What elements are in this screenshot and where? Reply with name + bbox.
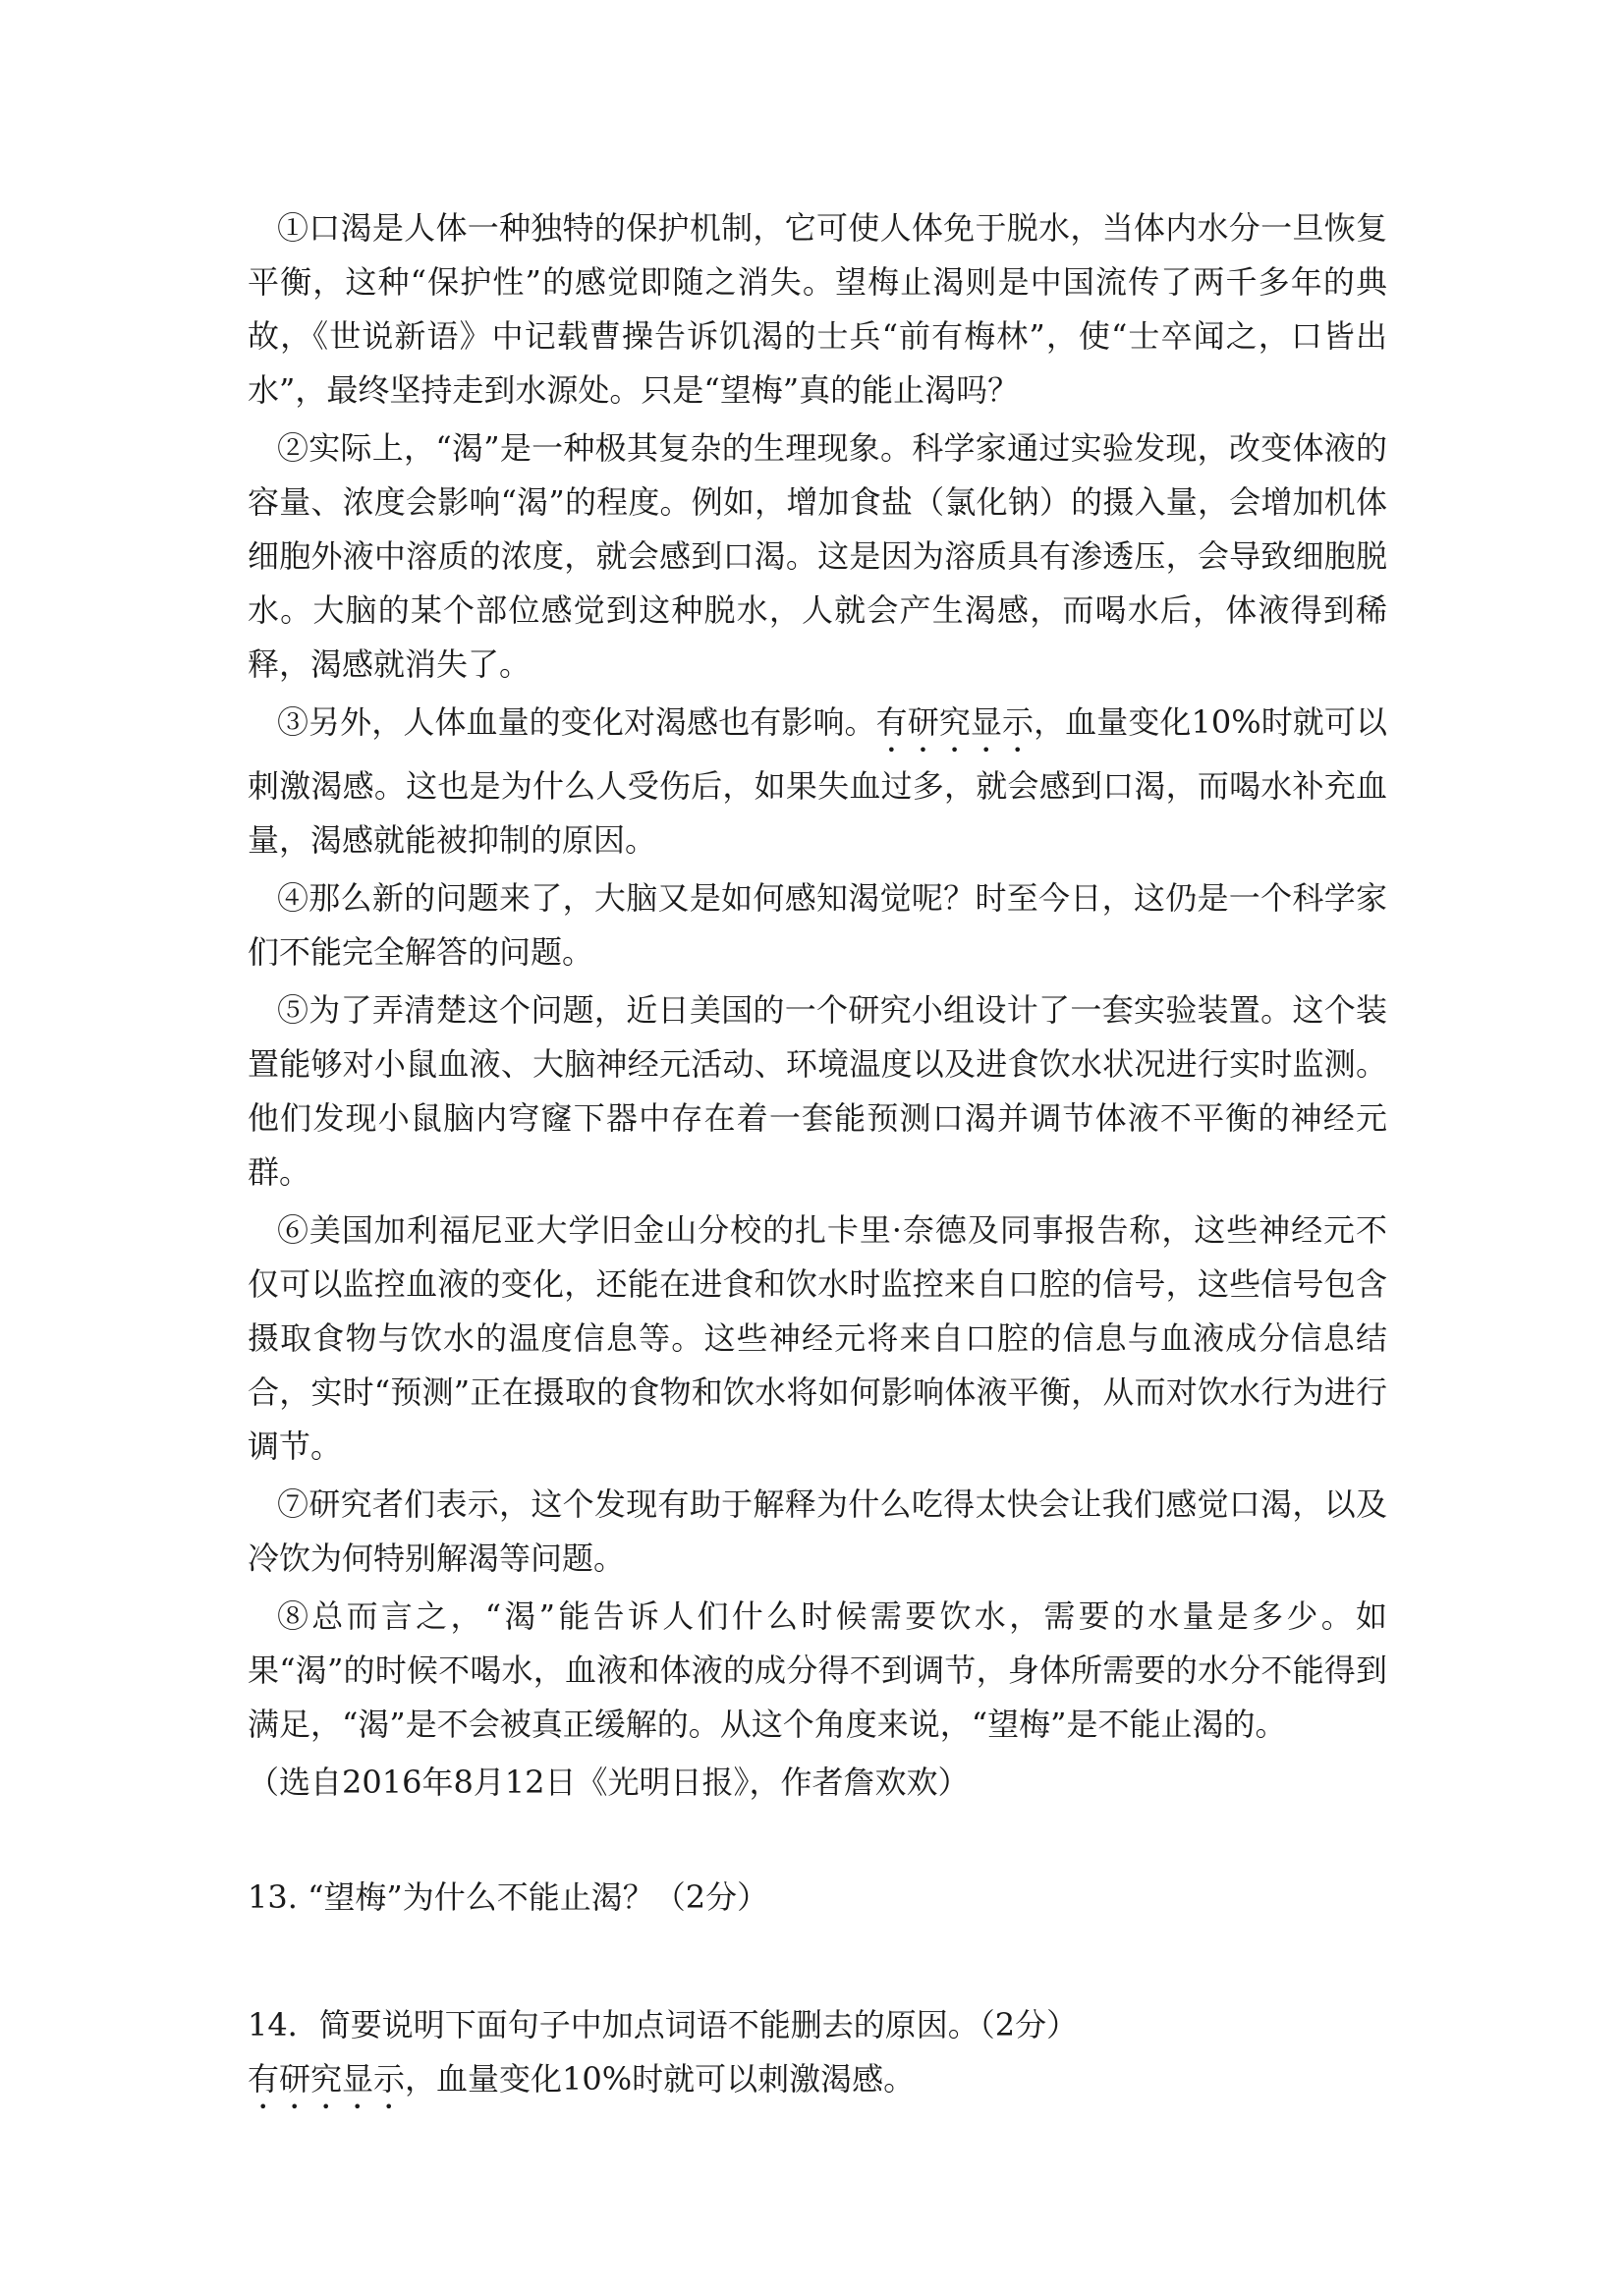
paragraph-1: ①口渴是人体一种独特的保护机制，它可使人体免于脱水，当体内水分一旦恢复平衡，这种“保护性”的感觉即随之消失。望梅止渴则是中国流传了两千多年的典故，《世说新语》中记载曹操告诉饥渴的士兵“前有梅林”，使“士卒闻之，口皆出水”，最终坚持走到水源处。只是“望梅”真的能止渴吗？ bbox=[248, 209, 1387, 409]
paragraph-2: ②实际上，“渴”是一种极其复杂的生理现象。科学家通过实验发现，改变体液的容量、浓度会影响“渴”的程度。例如，增加食盐（氯化钠）的摄入量，会增加机体细胞外液中溶质的浓度，就会感到口渴。这是因为溶质具有渗透压，会导致细胞脱水。大脑的某个部位感觉到这种脱水，人就会产生渴感，而喝水后，体液得到稀释，渴感就消失了。 bbox=[248, 429, 1387, 683]
paragraph-3 bbox=[248, 696, 1387, 868]
source-citation: （选自2016年8月12日《光明日报》，作者詹欢欢） bbox=[248, 1764, 970, 1801]
paragraph-6: ⑥美国加利福尼亚大学旧金山分校的扎卡里·奈德及同事报告称，这些神经元不仅可以监控血液的变化，还能在进食和饮水时监控来自口腔的信号，这些信号包含摄取食物与饮水的温度信息等。这些神经元将来自口腔的信息与血液成分信息结合，实时“预测”正在摄取的食物和饮水将如何影响体液平衡，从而对饮水行为进行调节。 bbox=[248, 1211, 1387, 1465]
paragraph-5: ⑤为了弄清楚这个问题，近日美国的一个研究小组设计了一套实验装置。这个装置能够对小鼠血液、大脑神经元活动、环境温度以及进食饮水状况进行实时监测。他们发现小鼠脑内穹窿下器中存在着一套能预测口渴并调节体液不平衡的神经元群。 bbox=[248, 991, 1387, 1191]
paragraph-3-rest: ，血量变化10%时就可以刺激渴感。这也是为什么人受伤后，如果失血过多，就会感到口渴，而喝水补充血量，渴感就能被抑制的原因。 bbox=[248, 703, 1387, 859]
paragraph-3-start: ③另外，人体血量的变化对渴感也有影响。 bbox=[277, 703, 876, 741]
paragraph-7: ⑦研究者们表示，这个发现有助于解释为什么吃得太快会让我们感觉口渴，以及冷饮为何特别解渴等问题。 bbox=[248, 1485, 1387, 1577]
question-14-emphasis: 有研究显示 bbox=[248, 2060, 406, 2098]
paragraph-4: ④那么新的问题来了，大脑又是如何感知渴觉呢？时至今日，这仍是一个科学家们不能完全解答的问题。 bbox=[248, 879, 1387, 971]
question-14-sentence bbox=[248, 2052, 1387, 2116]
paragraph-8: ⑧总而言之，“渴”能告诉人们什么时候需要饮水，需要的水量是多少。如果“渴”的时候不喝水，血液和体液的成分得不到调节，身体所需要的水分不能得到满足，“渴”是不会被真正缓解的。从这个角度来说，“望梅”是不能止渴的。 bbox=[248, 1597, 1387, 1743]
reading-passage bbox=[248, 201, 1387, 2116]
question-13: 13. “望梅”为什么不能止渴？（2分） bbox=[248, 1878, 769, 1916]
question-14-prompt: 14．简要说明下面句子中加点词语不能删去的原因。（2分） bbox=[248, 2006, 1079, 2044]
question-14-rest: ，血量变化10%时就可以刺激渴感。 bbox=[405, 2060, 916, 2098]
paragraph-3-emphasis: 有研究显示 bbox=[875, 703, 1035, 741]
